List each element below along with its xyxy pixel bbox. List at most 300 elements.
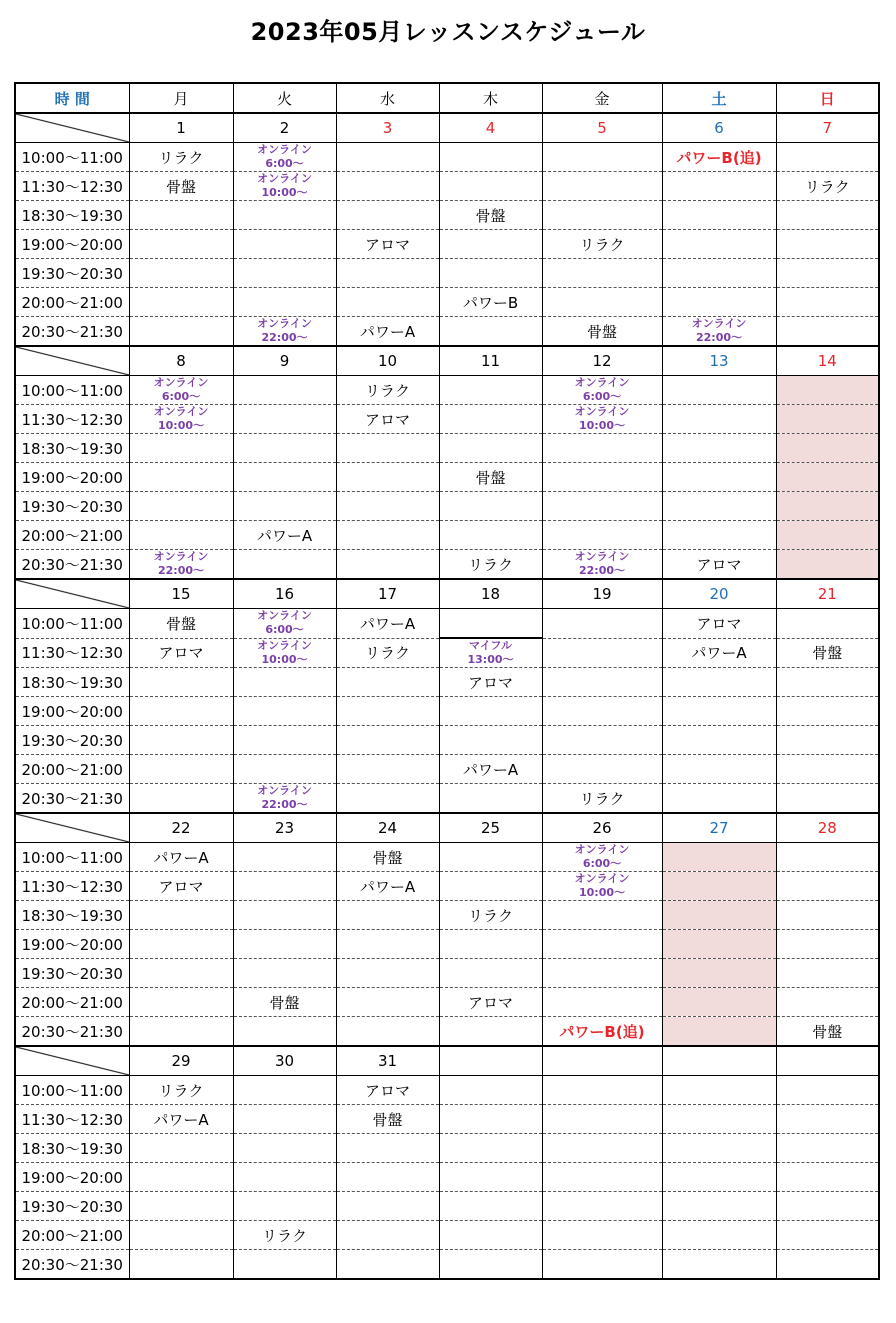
lesson-cell [336,755,439,784]
table-row [15,930,879,959]
lesson-cell [662,1105,776,1134]
lesson-cell [662,230,776,259]
lesson-cell [662,784,776,814]
lesson-cell [233,1192,336,1221]
lesson-cell [336,1221,439,1250]
date-cell: 11 [439,346,542,376]
lesson-cell [233,1250,336,1280]
time-slot: 18:30～19:30 [15,901,129,930]
time-slot: 20:30～21:30 [15,550,129,580]
date-cell: 29 [129,1046,233,1076]
lesson-cell[interactable]: アロマ [662,609,776,639]
lesson-cell[interactable]: リラク [336,376,439,405]
lesson-cell [662,843,776,872]
time-slot: 11:30～12:30 [15,405,129,434]
date-cell: 12 [542,346,662,376]
lesson-cell[interactable] [129,550,233,580]
online-lesson-label: 22:00～ [261,798,308,811]
lesson-cell[interactable]: リラク [542,784,662,814]
lesson-cell [233,288,336,317]
date-cell [662,1046,776,1076]
table-row [15,1105,879,1134]
lesson-cell [776,1105,879,1134]
lesson-cell [129,201,233,230]
date-cell: 24 [336,813,439,843]
date-cell: 3 [336,113,439,143]
lesson-cell [542,1076,662,1105]
lesson-cell [542,930,662,959]
online-lesson-label: 22:00～ [157,564,204,577]
date-cell: 9 [233,346,336,376]
lesson-cell[interactable]: 骨盤 [233,988,336,1017]
table-row [15,1076,879,1105]
date-cell: 14 [776,346,879,376]
online-lesson-label: オンライン [257,143,312,156]
lesson-cell [233,872,336,901]
lesson-cell [776,609,879,639]
lesson-cell [129,901,233,930]
lesson-cell [129,1192,233,1221]
date-row [15,346,879,376]
lesson-cell [336,697,439,726]
lesson-cell [542,143,662,172]
lesson-cell [129,230,233,259]
lesson-cell [336,1192,439,1221]
lesson-cell [662,930,776,959]
lesson-cell [129,521,233,550]
online-lesson-label: 10:00～ [578,419,625,432]
online-lesson-label: オンライン [574,376,630,389]
time-slot: 11:30～12:30 [15,172,129,201]
table-row [15,288,879,317]
lesson-cell[interactable]: パワーA [129,1105,233,1134]
date-cell: 30 [233,1046,336,1076]
lesson-cell [542,463,662,492]
time-header: 時 間 [15,83,129,113]
lesson-cell [233,726,336,755]
lesson-cell [542,492,662,521]
online-lesson-label: 22:00～ [578,564,625,577]
date-cell: 25 [439,813,542,843]
date-cell: 4 [439,113,542,143]
lesson-cell [439,1076,542,1105]
lesson-cell[interactable]: アロマ [129,872,233,901]
online-lesson-label: オンライン [257,638,312,652]
time-slot: 20:30～21:30 [15,1250,129,1280]
lesson-cell [129,288,233,317]
lesson-cell[interactable] [542,872,662,901]
lesson-cell [233,434,336,463]
lesson-cell[interactable]: パワーA [129,843,233,872]
lesson-label-highlight: パワーB(追) [559,1022,645,1041]
diagonal-cell [15,579,129,609]
lesson-cell [233,1017,336,1047]
online-lesson-label: オンライン [574,550,630,563]
lesson-cell[interactable] [542,843,662,872]
lesson-cell[interactable]: リラク [233,1221,336,1250]
lesson-cell [439,230,542,259]
time-slot: 19:00～20:00 [15,463,129,492]
lesson-cell [129,668,233,697]
lesson-cell [336,201,439,230]
time-slot: 19:00～20:00 [15,1163,129,1192]
time-slot: 20:30～21:30 [15,317,129,347]
online-lesson-label: 10:00～ [578,886,625,899]
lesson-cell[interactable]: アロマ [662,550,776,580]
lesson-cell[interactable]: アロマ [336,230,439,259]
lesson-cell [439,143,542,172]
lesson-cell[interactable]: 骨盤 [129,609,233,639]
lesson-cell[interactable]: 骨盤 [336,1105,439,1134]
table-row [15,405,879,434]
date-cell: 16 [233,579,336,609]
lesson-cell [129,988,233,1017]
lesson-cell [776,1192,879,1221]
lesson-cell [233,1163,336,1192]
lesson-cell [233,376,336,405]
lesson-cell [233,901,336,930]
lesson-cell[interactable] [542,376,662,405]
lesson-cell [439,317,542,347]
day-header: 水 [336,83,439,113]
diagonal-cell [15,346,129,376]
lesson-cell [776,1163,879,1192]
online-lesson-label: 6:00～ [265,157,304,170]
lesson-cell [542,1192,662,1221]
lesson-cell[interactable]: 骨盤 [439,463,542,492]
lesson-cell [662,755,776,784]
date-cell: 23 [233,813,336,843]
lesson-cell [129,1163,233,1192]
online-lesson-label: 6:00～ [265,623,304,637]
time-slot: 19:30～20:30 [15,726,129,755]
lesson-cell[interactable] [662,317,776,347]
time-slot: 20:00～21:00 [15,288,129,317]
lesson-cell [776,755,879,784]
lesson-cell [233,843,336,872]
header-row [15,83,879,113]
time-slot: 18:30～19:30 [15,668,129,697]
lesson-cell [542,1105,662,1134]
lesson-cell [439,434,542,463]
online-lesson-label: 13:00～ [467,653,514,666]
diagonal-cell [15,813,129,843]
lesson-cell [776,1076,879,1105]
lesson-cell[interactable]: リラク [129,1076,233,1105]
time-slot: 10:00～11:00 [15,143,129,172]
date-cell: 28 [776,813,879,843]
lesson-cell [439,405,542,434]
online-lesson-label: 10:00～ [261,186,308,199]
time-slot: 10:00～11:00 [15,1076,129,1105]
lesson-cell[interactable]: パワーA [662,638,776,668]
lesson-cell[interactable]: リラク [336,638,439,668]
table-row [15,143,879,172]
lesson-cell [233,959,336,988]
lesson-cell [776,988,879,1017]
lesson-cell [439,521,542,550]
lesson-cell [336,492,439,521]
day-header: 火 [233,83,336,113]
lesson-cell [776,492,879,521]
lesson-cell [129,784,233,814]
lesson-cell [662,1250,776,1280]
diagonal-cell [15,113,129,143]
lesson-cell [439,872,542,901]
lesson-cell [776,901,879,930]
time-slot: 19:30～20:30 [15,259,129,288]
table-row [15,988,879,1017]
lesson-cell[interactable]: リラク [439,550,542,580]
lesson-cell [662,201,776,230]
date-cell: 18 [439,579,542,609]
time-slot: 20:30～21:30 [15,1017,129,1047]
time-slot: 18:30～19:30 [15,1134,129,1163]
lesson-cell [439,1192,542,1221]
lesson-cell[interactable] [233,172,336,201]
lesson-cell [129,1134,233,1163]
table-row [15,521,879,550]
lesson-cell[interactable]: リラク [542,230,662,259]
lesson-cell [129,259,233,288]
time-slot: 19:30～20:30 [15,959,129,988]
lesson-cell [336,143,439,172]
lesson-cell[interactable] [129,376,233,405]
lesson-cell[interactable]: パワーA [439,755,542,784]
lesson-cell[interactable]: 骨盤 [336,843,439,872]
online-lesson-label: オンライン [257,317,312,330]
lesson-cell [776,317,879,347]
lesson-cell [662,288,776,317]
lesson-cell [662,405,776,434]
table-row [15,1163,879,1192]
date-cell [776,1046,879,1076]
lesson-cell [129,434,233,463]
lesson-cell [439,930,542,959]
table-row [15,434,879,463]
date-cell: 17 [336,579,439,609]
lesson-cell [336,1134,439,1163]
lesson-cell [662,988,776,1017]
date-cell: 8 [129,346,233,376]
lesson-cell [129,959,233,988]
lesson-cell [542,668,662,697]
table-row [15,1221,879,1250]
table-row [15,1134,879,1163]
lesson-cell [336,550,439,580]
table-row [15,901,879,930]
lesson-cell [439,609,542,639]
lesson-cell [776,463,879,492]
lesson-cell [542,1163,662,1192]
lesson-cell[interactable]: アロマ [336,405,439,434]
lesson-cell[interactable]: リラク [776,172,879,201]
date-cell: 31 [336,1046,439,1076]
lesson-cell[interactable] [542,550,662,580]
lesson-cell [776,697,879,726]
lesson-cell [542,201,662,230]
lesson-cell [439,376,542,405]
lesson-label-highlight: パワーB(追) [676,148,762,167]
lesson-cell [776,521,879,550]
table-row [15,1017,879,1047]
date-cell: 27 [662,813,776,843]
lesson-cell [439,259,542,288]
table-row [15,376,879,405]
lesson-cell[interactable] [233,143,336,172]
lesson-cell[interactable]: パワーA [233,521,336,550]
lesson-cell [336,288,439,317]
lesson-cell [439,784,542,814]
time-slot: 11:30～12:30 [15,872,129,901]
lesson-cell[interactable]: 骨盤 [776,1017,879,1047]
lesson-cell [336,901,439,930]
lesson-cell [542,172,662,201]
lesson-cell[interactable]: 骨盤 [776,638,879,668]
lesson-cell [129,492,233,521]
lesson-cell [336,463,439,492]
lesson-cell [542,726,662,755]
time-slot: 11:30～12:30 [15,1105,129,1134]
lesson-cell[interactable] [129,405,233,434]
lesson-cell [542,697,662,726]
lesson-cell [336,726,439,755]
lesson-cell [233,697,336,726]
lesson-cell [662,259,776,288]
lesson-cell[interactable] [233,638,336,668]
date-cell: 21 [776,579,879,609]
lesson-cell [662,521,776,550]
lesson-cell[interactable] [439,638,542,668]
table-row [15,317,879,347]
lesson-cell[interactable]: アロマ [439,668,542,697]
lesson-cell [776,1134,879,1163]
table-row [15,638,879,668]
lesson-cell [233,930,336,959]
lesson-cell [129,1221,233,1250]
lesson-cell[interactable]: リラク [129,143,233,172]
online-lesson-label: オンライン [574,405,630,418]
lesson-cell[interactable] [542,405,662,434]
date-cell: 26 [542,813,662,843]
lesson-cell [542,609,662,639]
lesson-cell[interactable]: アロマ [439,988,542,1017]
lesson-cell [336,1163,439,1192]
time-slot: 20:30～21:30 [15,784,129,814]
time-slot: 18:30～19:30 [15,434,129,463]
lesson-cell[interactable] [233,609,336,639]
lesson-cell [336,1250,439,1280]
table-row [15,959,879,988]
lesson-cell [336,959,439,988]
table-row [15,463,879,492]
lesson-cell [662,959,776,988]
online-lesson-label: 22:00～ [261,331,308,344]
lesson-cell [776,201,879,230]
table-row [15,550,879,580]
lesson-cell [439,959,542,988]
lesson-cell[interactable]: パワーA [336,609,439,639]
lesson-cell [776,668,879,697]
time-slot: 20:00～21:00 [15,988,129,1017]
lesson-cell [129,697,233,726]
lesson-cell [542,755,662,784]
lesson-cell [129,317,233,347]
date-cell: 5 [542,113,662,143]
date-row [15,1046,879,1076]
lesson-cell[interactable] [233,317,336,347]
time-slot: 19:00～20:00 [15,930,129,959]
lesson-cell [336,521,439,550]
lesson-cell[interactable] [542,1017,662,1047]
lesson-cell [336,434,439,463]
table-row [15,755,879,784]
lesson-cell [776,405,879,434]
table-row [15,201,879,230]
lesson-cell [336,668,439,697]
date-cell: 2 [233,113,336,143]
lesson-cell[interactable] [233,784,336,814]
lesson-cell [662,434,776,463]
lesson-cell[interactable]: アロマ [336,1076,439,1105]
lesson-cell [776,376,879,405]
lesson-cell [439,1250,542,1280]
date-cell: 6 [662,113,776,143]
lesson-cell [233,201,336,230]
lesson-cell[interactable]: パワーA [336,317,439,347]
lesson-cell[interactable]: 骨盤 [129,172,233,201]
online-lesson-label: オンライン [257,609,312,623]
table-row [15,230,879,259]
lesson-cell [129,726,233,755]
online-lesson-label: 10:00～ [157,419,204,432]
day-header: 金 [542,83,662,113]
lesson-cell[interactable] [662,143,776,172]
lesson-cell [776,930,879,959]
time-slot: 10:00～11:00 [15,843,129,872]
lesson-cell[interactable]: パワーB [439,288,542,317]
lesson-cell[interactable]: リラク [439,901,542,930]
date-row [15,579,879,609]
lesson-cell [776,259,879,288]
lesson-cell [662,463,776,492]
lesson-cell [336,259,439,288]
table-row [15,172,879,201]
lesson-cell [776,843,879,872]
lesson-cell [336,784,439,814]
lesson-cell[interactable]: 骨盤 [542,317,662,347]
lesson-cell [439,843,542,872]
time-slot: 20:00～21:00 [15,755,129,784]
lesson-cell [776,288,879,317]
lesson-cell [776,143,879,172]
day-header: 月 [129,83,233,113]
lesson-cell [336,930,439,959]
day-header: 木 [439,83,542,113]
lesson-cell [776,1221,879,1250]
online-lesson-label: オンライン [574,843,630,856]
table-row [15,784,879,814]
lesson-cell [776,959,879,988]
lesson-cell [542,288,662,317]
lesson-cell[interactable]: アロマ [129,638,233,668]
lesson-cell [662,1076,776,1105]
lesson-cell[interactable]: パワーA [336,872,439,901]
lesson-cell[interactable]: 骨盤 [439,201,542,230]
table-row [15,668,879,697]
lesson-cell [233,1105,336,1134]
online-lesson-label: オンライン [153,550,209,563]
